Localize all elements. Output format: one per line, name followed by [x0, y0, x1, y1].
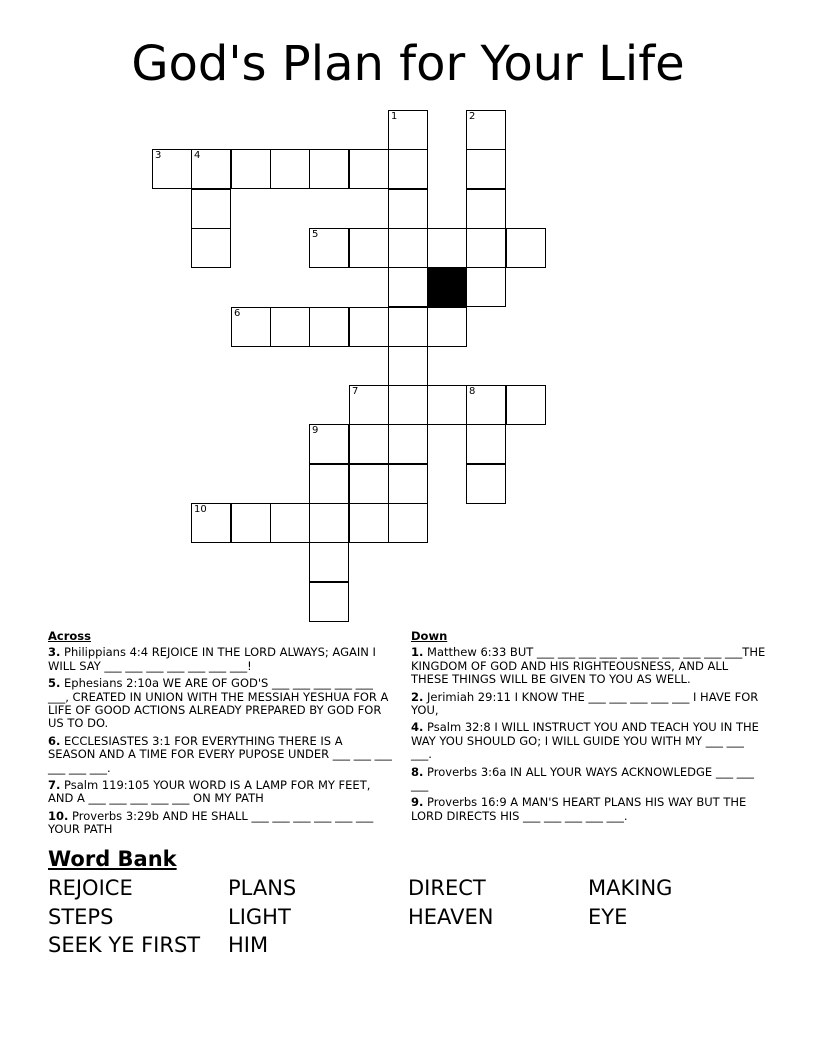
crossword-cell[interactable]: [191, 189, 231, 229]
cell-number: 3: [155, 150, 162, 161]
clue-text: Ephesians 2:10a WE ARE OF GOD'S ___ ___ ___ ___ ___ ___, CREATED IN UNION WITH THE MESSIAH YESHUA FOR A LIFE OF GOOD ACTIONS ALREADY PREPARED BY GOD FOR US TO DO.: [48, 676, 389, 731]
cell-number: 8: [469, 386, 476, 397]
word-bank-item: STEPS: [48, 904, 114, 929]
word-bank-item: PLANS: [228, 876, 297, 900]
crossword-cell[interactable]: [231, 149, 271, 189]
clue-text: Proverbs 3:6a IN ALL YOUR WAYS ACKNOWLEDGE ___ ___ ___: [411, 764, 755, 793]
crossword-cell[interactable]: [388, 149, 428, 189]
crossword-cell[interactable]: [270, 307, 310, 347]
crossword-cell[interactable]: [466, 110, 506, 150]
clue-text: Psalm 32:8 I WILL INSTRUCT YOU AND TEACH YOU IN THE WAY YOU SHOULD GO; I WILL GUIDE YOU WITH MY ___ ___ ___.: [411, 720, 759, 762]
crossword-cell[interactable]: [270, 503, 310, 543]
clue-across-10: [48, 810, 393, 837]
clue-text: Psalm 119:105 YOUR WORD IS A LAMP FOR MY FEET, AND A ___ ___ ___ ___ ___ ON MY PATH: [48, 778, 371, 806]
crossword-cell[interactable]: [349, 307, 389, 347]
word-bank-item: DIRECT: [408, 876, 486, 900]
clue-across-7: [48, 779, 393, 806]
crossword-cell[interactable]: [349, 503, 389, 543]
crossword-cell[interactable]: [466, 464, 506, 504]
cell-number: 5: [312, 229, 319, 240]
clue-across-6: [48, 735, 393, 775]
crossword-cell[interactable]: [466, 424, 506, 464]
page-title: God's Plan for Your Life: [131, 36, 685, 92]
crossword-cell[interactable]: [309, 307, 349, 347]
word-bank-item: EYE: [588, 904, 628, 929]
crossword-cell[interactable]: [466, 228, 506, 268]
crossword-cell[interactable]: [309, 149, 349, 189]
crossword-cell[interactable]: [388, 189, 428, 229]
clue-number: 9.: [411, 795, 424, 810]
crossword-cell[interactable]: [466, 385, 506, 425]
cell-number: 6: [234, 308, 241, 319]
cell-number: 7: [352, 386, 359, 397]
crossword-cell[interactable]: [309, 542, 349, 582]
crossword-cell[interactable]: [309, 424, 349, 464]
crossword-cell[interactable]: [427, 307, 467, 347]
word-bank-item: SEEK YE FIRST: [48, 933, 201, 957]
crossword-cell[interactable]: [388, 424, 428, 464]
cell-number: 1: [391, 111, 398, 122]
crossword-cell[interactable]: [506, 385, 546, 425]
clue-number: 8.: [411, 764, 424, 779]
crossword-cell[interactable]: [466, 189, 506, 229]
clue-number: 2.: [411, 689, 424, 704]
crossword-cell[interactable]: [349, 149, 389, 189]
across-heading: Across: [48, 629, 91, 643]
crossword-cell[interactable]: [388, 228, 428, 268]
crossword-cell[interactable]: [191, 503, 231, 543]
crossword-cell[interactable]: [427, 228, 467, 268]
crossword-cell[interactable]: [309, 228, 349, 268]
crossword-cell[interactable]: [388, 503, 428, 543]
crossword-cell[interactable]: [152, 149, 192, 189]
crossword-cell[interactable]: [388, 464, 428, 504]
word-bank-item: HEAVEN: [408, 904, 494, 929]
crossword-cell[interactable]: [349, 385, 389, 425]
crossword-cell[interactable]: [506, 228, 546, 268]
clue-number: 10.: [48, 808, 69, 823]
crossword-cell[interactable]: [191, 149, 231, 189]
crossword-cell[interactable]: [309, 503, 349, 543]
word-bank-item: REJOICE: [48, 876, 133, 900]
down-clues: [411, 630, 766, 827]
black-cell: [427, 267, 467, 307]
clue-down-2: [411, 691, 766, 718]
across-clues: [48, 630, 393, 841]
crossword-cell[interactable]: [231, 307, 271, 347]
crossword-cell[interactable]: [231, 503, 271, 543]
clue-number: 3.: [48, 645, 61, 660]
crossword-cell[interactable]: [349, 228, 389, 268]
clue-number: 5.: [48, 676, 61, 691]
clue-number: 6.: [48, 733, 61, 748]
clue-text: Proverbs 3:29b AND HE SHALL ___ ___ ___ ___ ___ ___ YOUR PATH: [48, 808, 374, 837]
crossword-cell[interactable]: [349, 424, 389, 464]
word-bank-item: MAKING: [588, 876, 673, 900]
clue-number: 1.: [411, 645, 424, 660]
crossword-cell[interactable]: [309, 582, 349, 622]
word-bank-item: HIM: [228, 933, 269, 957]
down-heading: Down: [411, 629, 448, 643]
cell-number: 4: [194, 150, 201, 161]
crossword-cell[interactable]: [466, 149, 506, 189]
cell-number: 2: [469, 111, 476, 122]
clue-across-3: [48, 646, 393, 673]
clue-number: 4.: [411, 720, 424, 735]
word-bank-heading: Word Bank: [48, 847, 177, 871]
crossword-cell[interactable]: [466, 267, 506, 307]
crossword-cell[interactable]: [427, 385, 467, 425]
crossword-cell[interactable]: [388, 385, 428, 425]
clue-down-8: [411, 766, 766, 793]
clue-number: 7.: [48, 778, 61, 793]
cell-number: 10: [194, 504, 207, 515]
clue-text: Matthew 6:33 BUT ___ ___ ___ ___ ___ ___ ___ ___ ___ ___THE KINGDOM OF GOD AND HIS RIGHTEOUSNESS, AND ALL THESE THINGS WILL BE GIVEN TO YOU AS WELL.: [411, 645, 766, 687]
crossword-cell[interactable]: [388, 267, 428, 307]
crossword-cell[interactable]: [270, 149, 310, 189]
crossword-cell[interactable]: [191, 228, 231, 268]
clue-down-9: [411, 796, 766, 823]
word-bank-item: LIGHT: [228, 904, 291, 929]
crossword-cell[interactable]: [388, 307, 428, 347]
crossword-cell[interactable]: [388, 346, 428, 386]
cell-number: 9: [312, 425, 319, 436]
word-bank: [48, 874, 768, 960]
crossword-cell[interactable]: [309, 464, 349, 504]
clue-text: Philippians 4:4 REJOICE IN THE LORD ALWAYS; AGAIN I WILL SAY ___ ___ ___ ___ ___ ___ ___!: [48, 645, 376, 673]
clue-text: Jerimiah 29:11 I KNOW THE ___ ___ ___ ___ ___ I HAVE FOR YOU,: [411, 689, 759, 718]
clue-across-5: [48, 677, 393, 731]
clue-down-1: [411, 646, 766, 686]
clue-down-4: [411, 721, 766, 761]
clue-text: Proverbs 16:9 A MAN'S HEART PLANS HIS WAY BUT THE LORD DIRECTS HIS ___ ___ ___ ___ ___.: [411, 795, 747, 823]
crossword-cell[interactable]: [349, 464, 389, 504]
clue-text: ECCLESIASTES 3:1 FOR EVERYTHING THERE IS A SEASON AND A TIME FOR EVERY PUPOSE UNDER ___ ___ ___ ___ ___ ___.: [48, 733, 392, 775]
crossword-cell[interactable]: [388, 110, 428, 150]
